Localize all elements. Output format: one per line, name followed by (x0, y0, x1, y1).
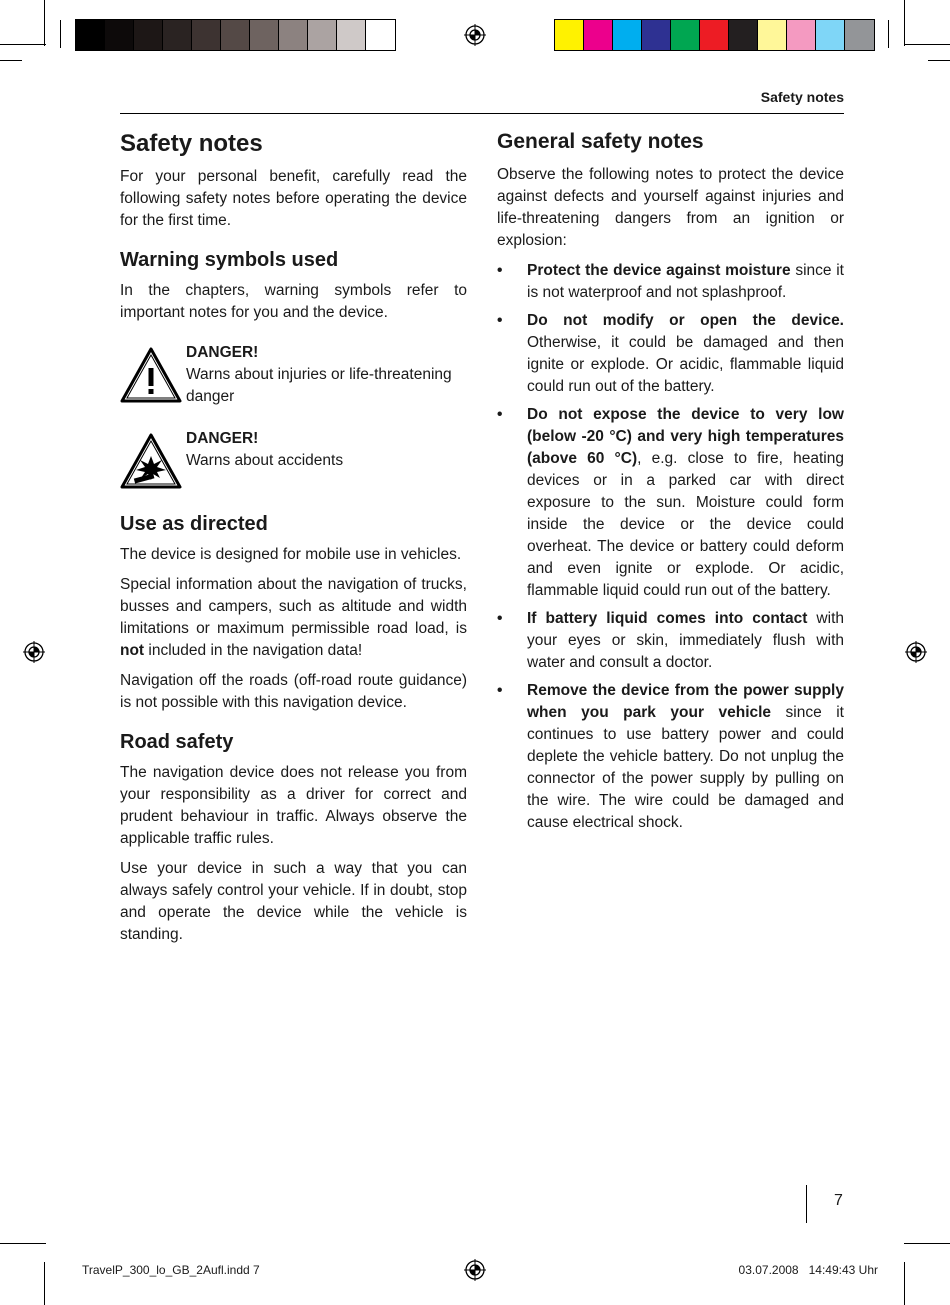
running-header: Safety notes (760, 89, 844, 105)
warning-description: Warns about accidents (186, 452, 344, 469)
crop-mark (928, 60, 950, 61)
road-paragraph-1: The navigation device does not release you from your responsibility as a driver for correct and prudent behaviour in traffic. Always observe the applicable traffic rules. (120, 764, 467, 847)
page-title: Safety notes (120, 130, 263, 157)
list-item (497, 608, 844, 674)
gray-swatch (337, 20, 366, 50)
emphasis-text: not (120, 642, 145, 659)
use-paragraph-2 (120, 574, 467, 662)
crop-mark (904, 0, 905, 46)
right-column (497, 128, 844, 840)
page-number-rule (806, 1185, 807, 1223)
crop-mark (44, 1262, 45, 1305)
gray-swatch (134, 20, 163, 50)
warning-text (186, 428, 343, 472)
warning-symbols-heading: Warning symbols used (120, 249, 339, 271)
crop-mark (904, 1243, 950, 1244)
text-run: Special information about the navigation of trucks, busses and campers, such as altitude and width limitations or maximum permissible road load, is (120, 576, 467, 637)
registration-mark-icon (905, 641, 927, 663)
road-safety-heading: Road safety (120, 731, 234, 753)
crop-mark (0, 60, 22, 61)
explosion-warning-icon (120, 432, 182, 490)
crop-mark (0, 44, 46, 45)
gray-swatch (366, 20, 395, 50)
gray-swatch (105, 20, 134, 50)
list-item (497, 404, 844, 602)
print-slug-file: TravelP_300_lo_GB_2Aufl.indd 7 (82, 1263, 260, 1277)
process-swatch (700, 20, 729, 50)
warning-text (186, 342, 467, 408)
bullet-text: since it is not waterproof and not splashproof. (527, 262, 844, 301)
list-item (497, 260, 844, 304)
crop-mark (904, 1262, 905, 1305)
bullet-text: since it continues to use battery power and could deplete the vehicle battery. Do not unplug the connector of the power supply by pulling on the wire. The wire could be damaged and cause electrical shock. (527, 704, 844, 831)
warning-title: DANGER! (186, 430, 259, 447)
bullet-icon: • (497, 262, 503, 279)
warning-block (120, 342, 467, 408)
process-swatch (816, 20, 845, 50)
header-rule (120, 113, 844, 114)
crop-mark (44, 0, 45, 46)
bullet-icon: • (497, 610, 503, 627)
process-swatch (671, 20, 700, 50)
bullet-bold: Do not modify or open the device. (527, 312, 844, 329)
gray-swatch (76, 20, 105, 50)
use-as-directed-heading: Use as directed (120, 513, 268, 535)
registration-mark-icon (464, 24, 486, 46)
safety-bullet-list (497, 260, 844, 834)
crop-mark (60, 20, 61, 48)
use-paragraph-1: The device is designed for mobile use in vehicles. (120, 546, 462, 563)
warning-description: Warns about injuries or life-threatening danger (186, 366, 452, 405)
warning-block (120, 428, 467, 490)
bullet-icon: • (497, 682, 503, 699)
general-safety-intro: Observe the following notes to protect the device against defects and yourself against injuries and life-threatening dangers from an ignition or explosion: (497, 166, 844, 249)
gray-swatch (192, 20, 221, 50)
process-swatch (613, 20, 642, 50)
registration-mark-icon (23, 641, 45, 663)
crop-mark (904, 44, 950, 45)
warning-title: DANGER! (186, 344, 259, 361)
process-swatch (584, 20, 613, 50)
page-number: 7 (834, 1192, 843, 1209)
gray-color-bar (75, 19, 396, 51)
process-swatch (729, 20, 758, 50)
list-item (497, 310, 844, 398)
gray-swatch (250, 20, 279, 50)
text-run: included in the navigation data! (144, 642, 363, 659)
list-item (497, 680, 844, 834)
process-swatch (642, 20, 671, 50)
process-swatch (845, 20, 874, 50)
bullet-text: , e.g. close to fire, heating devices or in a parked car with direct exposure to the sun. Moisture could form inside the device or the device could overheat. The device or battery could deform and even ignite or explode. Or acidic, flammable liquid could run out of the battery. (527, 450, 844, 599)
bullet-text: with your eyes or skin, immediately flush with water and consult a doctor. (527, 610, 844, 671)
warning-symbols-intro: In the chapters, warning symbols refer to important notes for you and the device. (120, 282, 467, 321)
general-safety-heading: General safety notes (497, 130, 704, 153)
left-column (120, 128, 467, 954)
gray-swatch (308, 20, 337, 50)
process-swatch (758, 20, 787, 50)
bullet-bold: Remove the device from the power supply when you park your vehicle (527, 682, 844, 721)
road-paragraph-2: Use your device in such a way that you can always safely control your vehicle. If in doubt, stop and operate the device while the vehicle is standing. (120, 860, 467, 943)
bullet-icon: • (497, 312, 503, 329)
bullet-bold: Do not expose the device to very low (below -20 °C) and very high temperatures (above 60 °C) (527, 406, 844, 467)
bullet-icon: • (497, 406, 503, 423)
process-swatch (555, 20, 584, 50)
print-slug-date: 03.07.2008 14:49:43 Uhr (738, 1263, 878, 1277)
gray-swatch (279, 20, 308, 50)
gray-swatch (163, 20, 192, 50)
intro-paragraph: For your personal benefit, carefully read the following safety notes before operating the device for the first time. (120, 168, 467, 229)
exclamation-warning-icon (120, 346, 182, 404)
gray-swatch (221, 20, 250, 50)
bullet-bold: Protect the device against moisture (527, 262, 791, 279)
crop-mark (0, 1243, 46, 1244)
process-swatch (787, 20, 816, 50)
crop-mark (888, 20, 889, 48)
bullet-bold: If battery liquid comes into contact (527, 610, 808, 627)
registration-mark-icon (464, 1259, 486, 1281)
process-color-bar (554, 19, 875, 51)
use-paragraph-3: Navigation off the roads (off-road route guidance) is not possible with this navigation device. (120, 672, 467, 711)
bullet-text: Otherwise, it could be damaged and then ignite or explode. Or acidic, flammable liquid could run out of the battery. (527, 334, 844, 395)
